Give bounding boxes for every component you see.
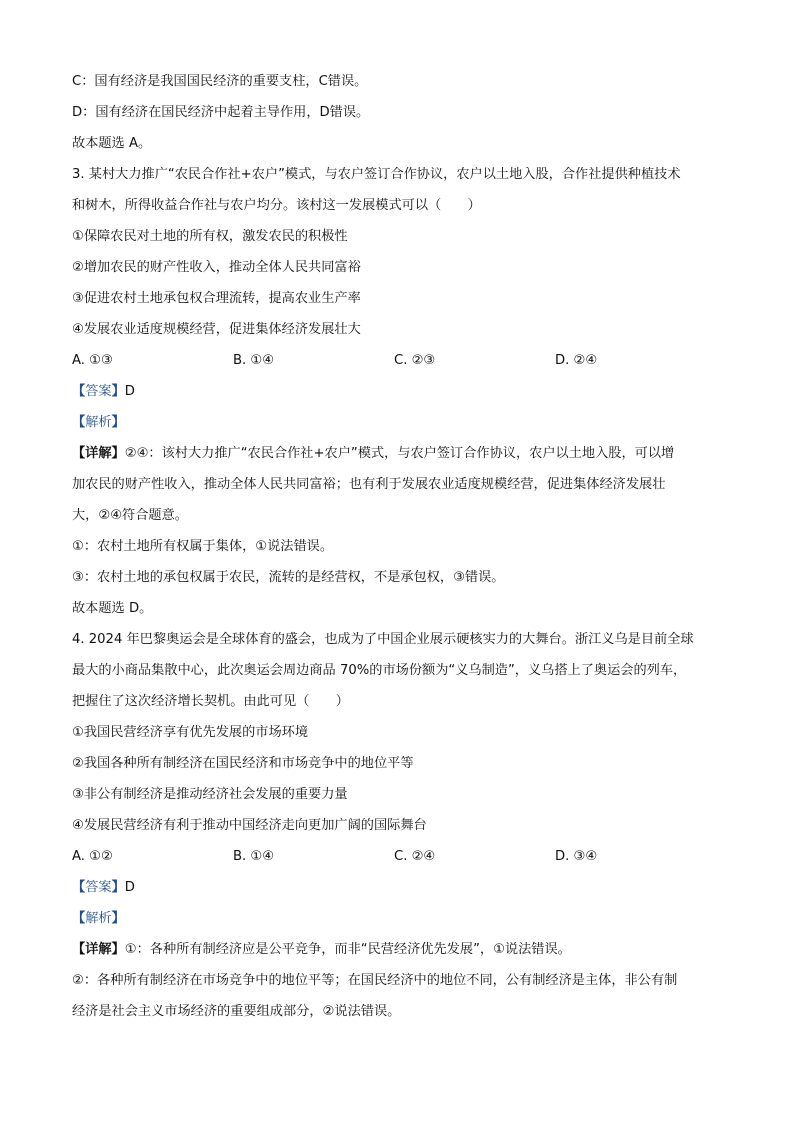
q3-option-b: B. ①④ [233, 353, 275, 368]
q3-item-3: ③促进农村土地承包权合理流转，提高农业生产率 [72, 291, 361, 306]
q4-option-c: C. ②④ [394, 849, 436, 864]
q3-analysis-label: 解析 [85, 415, 112, 430]
q3-detail-label: 【详解】 [72, 446, 125, 461]
q4-detail-line-2: ②：各种所有制经济在市场竞争中的地位平等；在国民经济中的地位不同，公有制经济是主体，非公有制 [72, 973, 678, 988]
q3-answer-value: D [124, 384, 135, 399]
prev-conclusion: 故本题选 A。 [72, 136, 152, 151]
document-page [72, 66, 722, 1027]
q4-detail-line-3: 经济是社会主义市场经济的重要组成部分，②说法错误。 [72, 1004, 401, 1019]
q4-option-d: D. ③④ [555, 849, 598, 864]
analysis-bracket-close: 】 [111, 911, 125, 926]
q4-stem-line-1: 4. 2024 年巴黎奥运会是全球体育的盛会，也成为了中国企业展示硬核实力的大舞台。浙江义乌是目前全球 [72, 632, 694, 647]
q3-answer [72, 376, 722, 407]
q3-item-2: ②增加农民的财产性收入，推动全体人民共同富裕 [72, 260, 361, 275]
q3-option-c: C. ②③ [394, 353, 436, 368]
q3-options [72, 345, 722, 376]
q4-detail-text-1: ①：各种所有制经济应是公平竞争，而非“民营经济优先发展”，①说法错误。 [124, 942, 571, 957]
q3-option-d: D. ②④ [555, 353, 598, 368]
q4-option-b: B. ①④ [233, 849, 275, 864]
q3-detail-line-2: 加农民的财产性收入，推动全体人民共同富裕；也有利于发展农业适度规模经营，促进集体经济发展壮 [72, 477, 666, 492]
q3-wrong-item-3: ③：农村土地的承包权属于农民，流转的是经营权，不是承包权，③错误。 [72, 570, 505, 585]
q3-detail-text-1: ②④：该村大力推广“农民合作社+农户”模式，与农户签订合作协议，农户以土地入股，可以增 [124, 446, 675, 461]
q3-option-a: A. ①③ [72, 353, 113, 368]
q4-item-3: ③非公有制经济是推动经济社会发展的重要力量 [72, 787, 348, 802]
analysis-bracket-close: 】 [111, 415, 125, 430]
answer-bracket-close: 】 [111, 880, 125, 895]
q3-conclusion: 故本题选 D。 [72, 601, 153, 616]
q4-stem-line-2: 最大的小商品集散中心，此次奥运会周边商品 70%的市场份额为“义乌制造”，义乌搭上了奥运会的列车， [72, 663, 687, 678]
q4-answer-label: 答案 [85, 880, 112, 895]
q4-answer [72, 872, 722, 903]
q4-item-4: ④发展民营经济有利于推动中国经济走向更加广阔的国际舞台 [72, 818, 427, 833]
q3-answer-label: 答案 [85, 384, 112, 399]
q4-analysis-label: 解析 [85, 911, 112, 926]
q4-detail-label: 【详解】 [72, 942, 125, 957]
q3-detail-line-3: 大，②④符合题意。 [72, 508, 188, 523]
q4-answer-value: D [124, 880, 135, 895]
prev-option-c-explanation: C：国有经济是我国国民经济的重要支柱，C错误。 [72, 74, 368, 89]
answer-bracket-open: 【 [72, 384, 86, 399]
q4-detail-line-1 [72, 934, 722, 965]
q4-item-2: ②我国各种所有制经济在国民经济和市场竞争中的地位平等 [72, 756, 414, 771]
answer-bracket-open: 【 [72, 880, 86, 895]
answer-bracket-close: 】 [111, 384, 125, 399]
q4-analysis-heading [72, 903, 722, 934]
q4-stem-line-3: 把握住了这次经济增长契机。由此可见（ ） [72, 694, 349, 709]
prev-option-d-explanation: D：国有经济在国民经济中起着主导作用，D错误。 [72, 105, 370, 120]
q3-detail-line-1 [72, 438, 722, 469]
q4-options [72, 841, 722, 872]
q3-wrong-item-1: ①：农村土地所有权属于集体，①说法错误。 [72, 539, 334, 554]
q3-analysis-heading [72, 407, 722, 438]
q3-item-1: ①保障农民对土地的所有权，激发农民的积极性 [72, 229, 348, 244]
analysis-bracket-open: 【 [72, 911, 86, 926]
q4-item-1: ①我国民营经济享有优先发展的市场环境 [72, 725, 309, 740]
q4-option-a: A. ①② [72, 849, 113, 864]
analysis-bracket-open: 【 [72, 415, 86, 430]
q3-stem-line-2: 和树木，所得收益合作社与农户均分。该村这一发展模式可以（ ） [72, 198, 481, 213]
q3-stem-line-1: 3. 某村大力推广“农民合作社+农户”模式，与农户签订合作协议，农户以土地入股，合作社提供种植技术 [72, 167, 681, 182]
q3-item-4: ④发展农业适度规模经营，促进集体经济发展壮大 [72, 322, 361, 337]
